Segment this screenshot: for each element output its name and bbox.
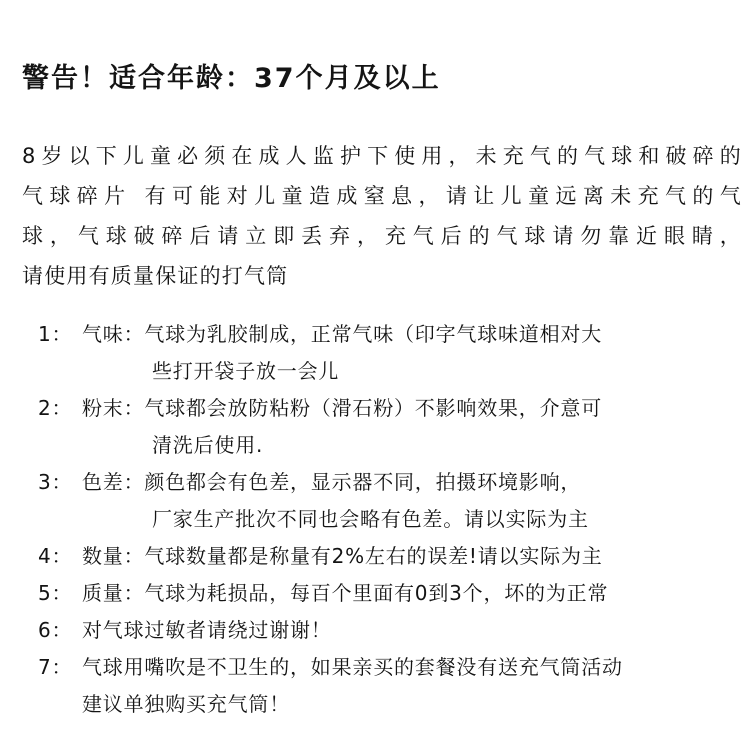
note-number: 1：	[38, 322, 73, 346]
note-text: 对气球过敏者请绕过谢谢！	[82, 618, 332, 642]
note-number: 3：	[38, 470, 73, 494]
intro-line: 球，气球破碎后请立即丢弃，充气后的气球请勿靠近眼睛，	[22, 224, 742, 248]
note-number: 6：	[38, 618, 73, 642]
note-number: 7：	[38, 655, 73, 679]
intro-paragraph	[22, 136, 742, 296]
intro-line: 气球碎片 有可能对儿童造成窒息，请让儿童远离未充气的气	[22, 184, 742, 208]
note-continuation: 清洗后使用.	[152, 433, 264, 457]
note-continuation: 些打开袋子放一会儿	[152, 359, 340, 383]
note-item	[38, 612, 728, 649]
note-item	[38, 649, 728, 686]
note-number: 4：	[38, 544, 73, 568]
note-item	[38, 316, 728, 353]
note-continuation-line	[38, 427, 728, 464]
note-continuation-line	[38, 353, 728, 390]
note-text: 气球用嘴吹是不卫生的，如果亲买的套餐没有送充气筒活动	[82, 655, 623, 679]
note-item	[38, 538, 728, 575]
note-continuation: 厂家生产批次不同也会略有色差。请以实际为主	[152, 507, 589, 531]
note-text: 色差：颜色都会有色差，显示器不同，拍摄环境影响，	[82, 470, 582, 494]
note-item	[38, 575, 728, 612]
note-text: 数量：气球数量都是称量有2%左右的误差!请以实际为主	[82, 544, 603, 568]
intro-line: 8岁以下儿童必须在成人监护下使用，未充气的气球和破碎的	[22, 144, 742, 168]
note-continuation-line	[38, 686, 728, 723]
note-continuation: 建议单独购买充气筒！	[82, 692, 290, 716]
notes-list	[38, 316, 728, 723]
note-text: 质量：气球为耗损品，每百个里面有0到3个，坏的为正常	[82, 581, 609, 605]
note-number: 2：	[38, 396, 73, 420]
note-text: 气味：气球为乳胶制成，正常气味（印字气球味道相对大	[82, 322, 602, 346]
note-continuation-line	[38, 501, 728, 538]
note-item	[38, 390, 728, 427]
intro-line: 请使用有质量保证的打气筒	[22, 264, 289, 288]
note-text: 粉末：气球都会放防粘粉（滑石粉）不影响效果，介意可	[82, 396, 602, 420]
note-number: 5：	[38, 581, 73, 605]
note-item	[38, 464, 728, 501]
warning-title: 警告！适合年龄：37个月及以上	[22, 63, 441, 94]
